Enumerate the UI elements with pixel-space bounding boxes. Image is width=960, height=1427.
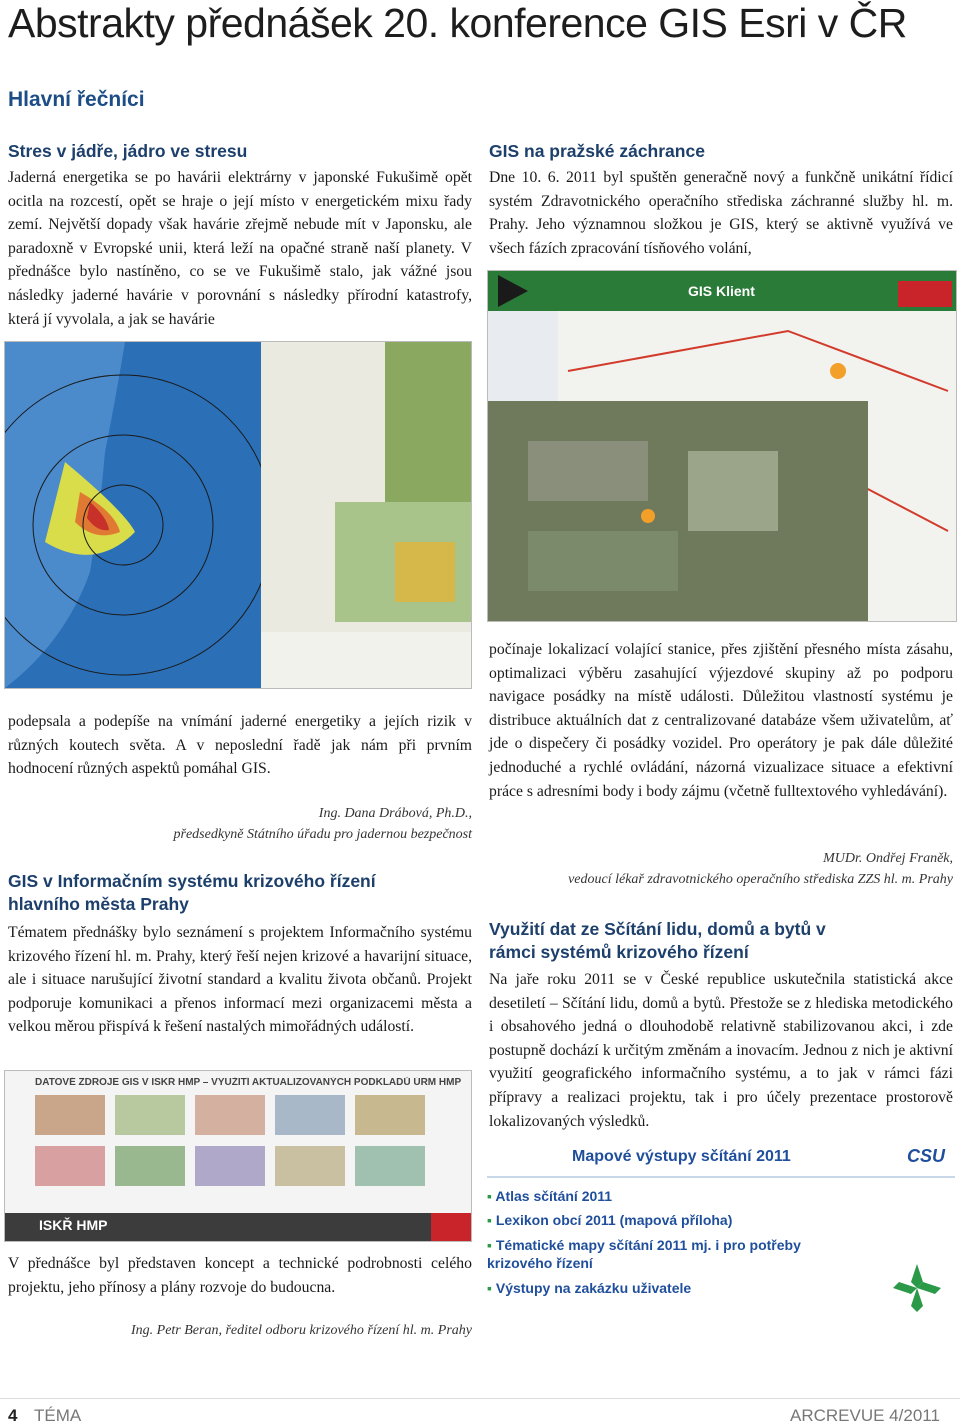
census-logo-icon — [887, 1258, 947, 1318]
article2-paragraph-2: V přednášce byl představen koncept a technické podrobnosti celého projektu, jeho přínosy a plány rozvoje do budoucna. — [8, 1255, 472, 1296]
csu-slide-item: ▪ Výstupy na zakázku uživatele — [487, 1280, 692, 1296]
csu-slide-image — [487, 1138, 955, 1330]
fukushima-map-graphic — [5, 342, 471, 688]
gis-klient-graphic — [488, 271, 956, 621]
bullet-icon: ▪ — [487, 1188, 496, 1204]
article4-heading: Využití dat ze Sčítání lidu, domů a bytů v rámci systémů krizového řízení — [489, 919, 826, 962]
csu-slide-logo: CSU — [907, 1146, 946, 1166]
article2-paragraph-1: Tématem přednášky bylo seznámení s projektem Informačního systému krizového řízení hl. m. Prahy, který řeší nejen krizové a havarijní situace, ale i situace narušující životní standard a kvalitu života občanů. Projekt podporuje komunikaci a přenos informací mezi organizacemi města a velkou měrou přispívá k řešení nastalých mimořádných událostí. — [8, 924, 472, 1036]
iskr-image-brand: ISKŘ HMP — [39, 1217, 108, 1233]
fukushima-map-image — [4, 341, 472, 689]
section-heading: Hlavní řečníci — [8, 88, 145, 111]
article3-signature-name: MUDr. Ondřej Franěk, — [823, 851, 953, 866]
iskr-image-caption: DATOVÉ ZDROJE GIS V ISKŘ HMP – VYUŽITÍ AKTUALIZOVANÝCH PODKLADŮ ÚRM HMP — [35, 1077, 462, 1088]
article1-signature-role: předsedkyně Státního úřadu pro jadernou bezpečnost — [173, 827, 472, 842]
iskr-thumbnails-graphic — [5, 1071, 471, 1241]
csu-slide-item: ▪ Lexikon obcí 2011 (mapová příloha) — [487, 1212, 733, 1228]
footer-rule — [0, 1398, 960, 1399]
article1-heading: Stres v jádře, jádro ve stresu — [8, 141, 248, 161]
bullet-icon: ▪ — [487, 1212, 496, 1228]
article2-heading: GIS v Informačním systému krizového řízení hlavního města Prahy — [8, 871, 376, 914]
article1-paragraph-2: podepsala a podepíše na vnímání jaderné energetiky a jejích rizik v různých koutech světa. A v neposlední řadě jak nám při prvním hodnocení různých aspektů pomáhal GIS. — [8, 713, 472, 778]
csu-slide-separator — [487, 1176, 955, 1178]
gis-klient-label: GIS Klient — [688, 283, 755, 299]
gis-klient-image — [487, 270, 957, 622]
article3-paragraph-2: počínaje lokalizací volající stanice, přes zjištění přesného místa zásahu, optimalizaci výběru zasahující výjezdové skupiny až po podporu navigace posádky na místě události. Důležitou vlastností systému je distribuce aktuálních dat z centralizované databáze všem uživatelům, ať jde o dispečery či posádky vozidel. Pro operátory je pak dále důležité jednoduché a rychlé ovládání, názorná vizualizace situace a efektivní práce s adresními body i body zájmu (včetně fulltextového vyhledávání). — [489, 641, 953, 800]
bullet-icon: ▪ — [487, 1237, 496, 1253]
csu-slide-title: Mapové výstupy sčítání 2011 — [572, 1148, 791, 1165]
csu-slide-item: ▪ Atlas sčítání 2011 — [487, 1188, 613, 1204]
csu-slide-item: ▪ Tématické mapy sčítání 2011 mj. i pro potřeby krizového řízení — [487, 1237, 801, 1271]
article3-signature-role: vedoucí lékař zdravotnického operačního střediska ZZS hl. m. Prahy — [568, 872, 953, 887]
footer-issue: ARCREVUE 4/2011 — [790, 1406, 940, 1425]
title-rule — [0, 60, 960, 61]
article2-signature: Ing. Petr Beran, ředitel odboru krizového řízení hl. m. Prahy — [130, 1323, 472, 1338]
article3-paragraph-1: Dne 10. 6. 2011 byl spuštěn generačně nový a funkčně unikátní řídicí systém Zdravotnického operačního střediska záchranné služby hl. m. Prahy. Jeho významnou složkou je GIS, který se aktivně využívá ve všech fázích zpracování tísňového volání, — [489, 169, 953, 257]
article3-heading: GIS na pražské záchrance — [489, 141, 705, 161]
footer-page-number: 4 — [8, 1406, 18, 1425]
footer-section: TÉMA — [34, 1406, 82, 1425]
article1-paragraph-1: Jaderná energetika se po havárii elektrárny v japonské Fukušimě opět ocitla na rozcestí, opět se hraje o její místo v energetickém mixu řady zemí. Největší dopady však havárie zřejmě nebude mít v Japonsku, ale paradoxně v Evropské unii, která leží na opačné straně naší planety. V přednášce bylo nastíněno, co se ve Fukušimě stalo, jak vážné jsou následky jaderné havárie v porovnání s následky přírodní katastrofy, která jí vyvolala, a jak se havárie — [8, 169, 472, 328]
page-title: Abstrakty přednášek 20. konference GIS Esri v ČR — [8, 0, 907, 46]
article1-signature-name: Ing. Dana Drábová, Ph.D., — [318, 806, 472, 821]
iskr-hmp-image — [4, 1070, 472, 1242]
article4-paragraph-1: Na jaře roku 2011 se v České republice uskutečnila statistická akce desetiletí – Sčítání lidu, domů a bytů. Přestože se z hlediska metodického i obsahového jedná o dlouhodobě relativně stabilizovanou akci, i zde postupně dochází k určitým změnám a inovacím. Jednou z nich je aktivní využití geografického informačního systému, a to jak v rámci fázi přípravy a realizaci projektu, tak i pro účely prezentace prostorově lokalizovaných výsledků. — [489, 971, 953, 1130]
bullet-icon: ▪ — [487, 1280, 496, 1296]
